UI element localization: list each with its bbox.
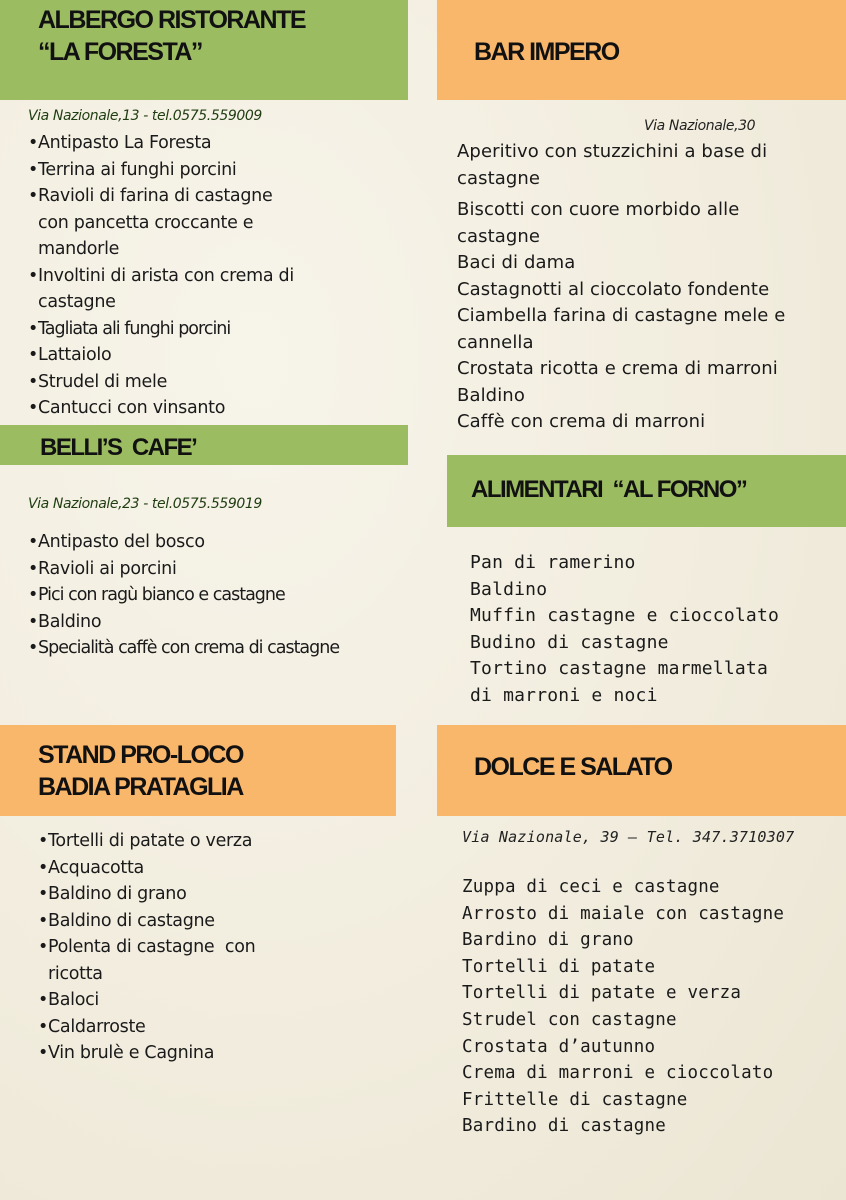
list-item: • Baldino di grano (38, 881, 298, 908)
list-item: Pan di ramerino (470, 552, 636, 573)
bellis-address: Via Nazionale,23 - tel.0575.559019 (28, 496, 262, 512)
albergo-header (0, 0, 408, 100)
stand-menu (38, 828, 298, 1067)
bellis-menu (28, 529, 408, 662)
list-item: Tortino castagne marmellata di marroni e noci (470, 658, 768, 706)
albergo-address: Via Nazionale,13 - tel.0575.559009 (28, 108, 262, 124)
list-item: Baci di dama (457, 252, 576, 273)
list-item: • Cantucci con vinsanto (28, 395, 388, 422)
bellis-title: BELLI’S CAFE’ (40, 434, 197, 461)
alimentari-menu (470, 550, 810, 710)
list-item: Crema di marroni e cioccolato (462, 1063, 774, 1084)
dolce-menu (462, 874, 822, 1140)
list-item: • Polenta di castagne con ricotta (38, 934, 298, 987)
list-item: Bardino di castagne (462, 1116, 666, 1137)
stand-title-line1: STAND PRO-LOCO (38, 741, 243, 769)
list-item: Castagnotti al cioccolato fondente (457, 278, 770, 300)
list-item: Tortelli di patate (462, 956, 656, 977)
list-item: • Baloci (38, 987, 298, 1014)
list-item: • Terrina ai funghi porcini (28, 157, 388, 184)
list-item: • Antipasto La Foresta (28, 130, 388, 157)
list-item: • Ravioli ai porcini (28, 556, 408, 583)
list-item: Baldino (470, 578, 548, 600)
list-item: Arrosto di maiale con castagne (462, 903, 785, 924)
list-item: • Tagliata ali funghi porcini (28, 316, 388, 343)
list-item: Crostata ricotta e crema di marroni (457, 358, 778, 379)
alimentari-header (447, 455, 846, 527)
list-item: Baldino (457, 384, 525, 406)
list-item: • Ravioli di farina di castagne con pancetta croccante e mandorle (28, 183, 308, 263)
list-item: • Caldarroste (38, 1014, 298, 1041)
alimentari-title: ALIMENTARI “AL FORNO” (471, 476, 747, 503)
list-item: • Antipasto del bosco (28, 529, 408, 556)
list-item: • Baldino di castagne (38, 908, 298, 935)
list-item: Biscotti con cuore morbido alle castagne (457, 199, 740, 247)
list-item: • Acquacotta (38, 855, 298, 882)
list-item: • Specialità caffè con crema di castagne (28, 635, 408, 662)
list-item: Budino di castagne (470, 631, 669, 653)
list-item: Zuppa di ceci e castagne (462, 877, 720, 897)
list-item: Ciambella farina di castagne mele e cannella (457, 305, 786, 353)
list-item: • Strudel di mele (28, 369, 388, 396)
list-item: Caffè con crema di marroni (457, 411, 706, 432)
bellis-header (0, 425, 408, 465)
list-item: Aperitivo con stuzzichini a base di castagne (457, 141, 768, 189)
list-item: Frittelle di castagne (462, 1089, 688, 1110)
bar-impero-address: Via Nazionale,30 (644, 118, 756, 134)
stand-header (0, 725, 396, 816)
bar-impero-menu (457, 139, 807, 436)
list-item: • Vin brulè e Cagnina (38, 1040, 298, 1067)
bar-impero-header (437, 0, 846, 100)
list-item: Crostata d’autunno (462, 1036, 656, 1057)
list-item: • Pici con ragù bianco e castagne (28, 582, 408, 609)
list-item: Tortelli di patate e verza (462, 983, 742, 1004)
stand-title-line2: BADIA PRATAGLIA (38, 773, 243, 801)
dolce-title: DOLCE E SALATO (474, 753, 672, 781)
albergo-menu (28, 130, 388, 422)
dolce-address: Via Nazionale, 39 – Tel. 347.3710307 (462, 828, 795, 846)
dolce-header (437, 725, 846, 816)
albergo-title-line2: “LA FORESTA” (38, 38, 202, 66)
list-item: Bardino di grano (462, 930, 634, 951)
bar-impero-title: BAR IMPERO (474, 38, 619, 66)
list-item: • Baldino (28, 609, 408, 636)
list-item: Muffin castagne e cioccolato (470, 605, 780, 627)
list-item: Strudel con castagne (462, 1009, 677, 1030)
list-item: • Tortelli di patate o verza (38, 828, 298, 855)
list-item: • Lattaiolo (28, 342, 388, 369)
list-item: • Involtini di arista con crema di castagne (28, 263, 348, 316)
albergo-title-line1: ALBERGO RISTORANTE (38, 6, 305, 34)
